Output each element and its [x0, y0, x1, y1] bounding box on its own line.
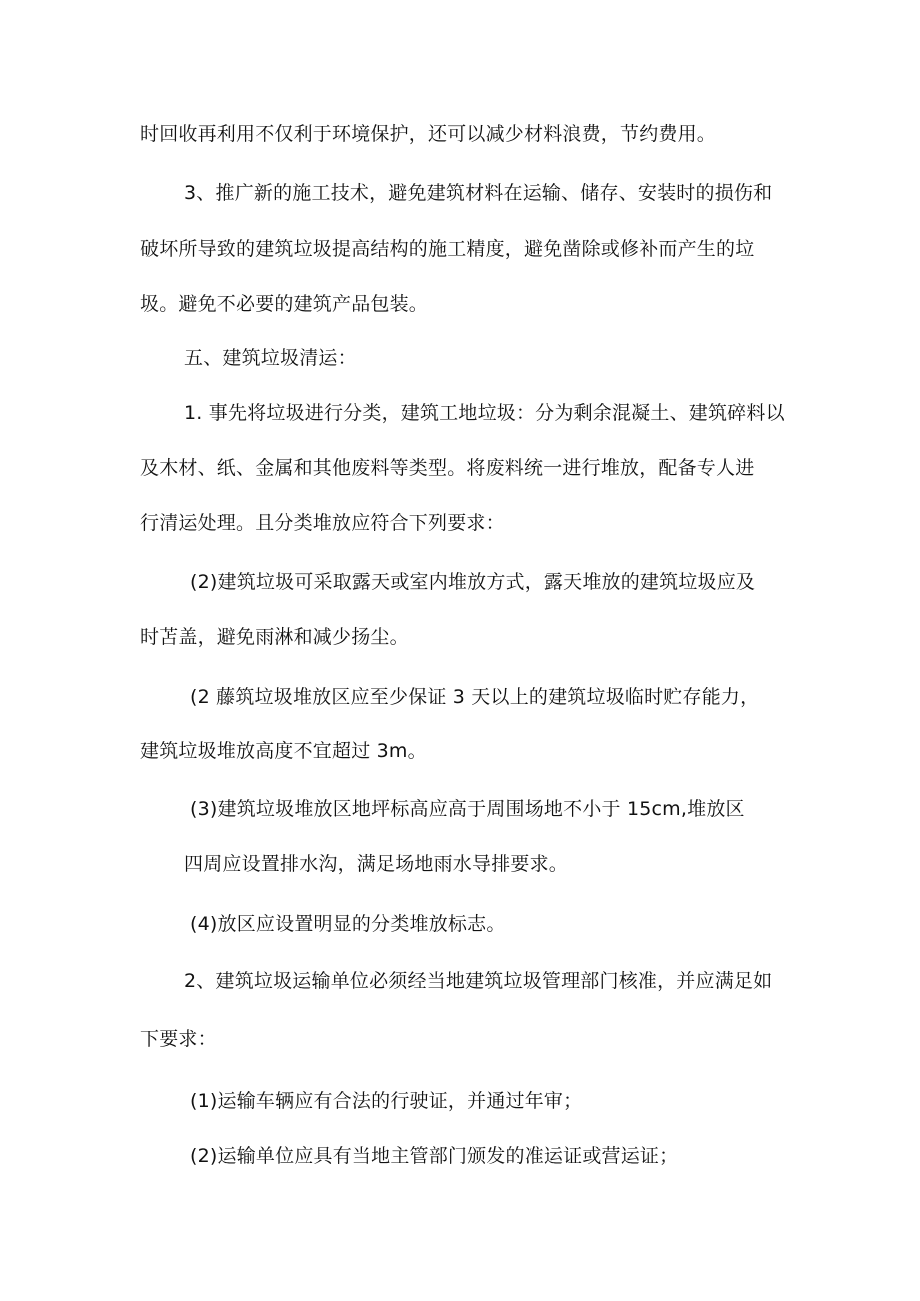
text-line: (2)建筑垃圾可采取露天或室内堆放方式，露天堆放的建筑垃圾应及 — [190, 571, 756, 593]
text-line: 下要求： — [140, 1028, 217, 1050]
section-heading: 五、建筑垃圾清运： — [184, 347, 357, 369]
text-line: 及木材、纸、金属和其他废料等类型。将废料统一进行堆放，配备专人进 — [140, 457, 755, 479]
text-line: 3、推广新的施工技术，避免建筑材料在运输、储存、安装时的损伤和 — [184, 182, 773, 204]
text-line: 建筑垃圾堆放高度不宜超过 3m。 — [140, 740, 427, 762]
text-line: 2、建筑垃圾运输单位必须经当地建筑垃圾管理部门核准，并应满足如 — [184, 970, 773, 992]
text-line: (4)放区应设置明显的分类堆放标志。 — [190, 913, 506, 935]
text-line: 1. 事先将垃圾进行分类，建筑工地垃圾：分为剩余混凝土、建筑碎料以 — [184, 402, 785, 424]
text-line: 时回收再利用不仅利于环境保护，还可以减少材料浪费，节约费用。 — [140, 123, 717, 145]
text-line: 时苫盖，避免雨淋和减少扬尘。 — [140, 626, 409, 648]
text-line: (3)建筑垃圾堆放区地坪标高应高于周围场地不小于 15cm,堆放区 — [190, 798, 745, 820]
text-line: 行清运处理。且分类堆放应符合下列要求： — [140, 512, 505, 534]
text-line: (2 藤筑垃圾堆放区应至少保证 3 天以上的建筑垃圾临时贮存能力， — [190, 686, 760, 708]
text-line: 破坏所导致的建筑垃圾提高结构的施工精度，避免凿除或修补而产生的垃 — [140, 238, 755, 260]
text-line: 圾。避免不必要的建筑产品包装。 — [140, 293, 429, 315]
text-line: 四周应设置排水沟，满足场地雨水导排要求。 — [184, 853, 569, 875]
text-line: (1)运输车辆应有合法的行驶证，并通过年审； — [190, 1090, 583, 1112]
text-line: (2)运输单位应具有当地主管部门颁发的准运证或营运证； — [190, 1145, 679, 1167]
